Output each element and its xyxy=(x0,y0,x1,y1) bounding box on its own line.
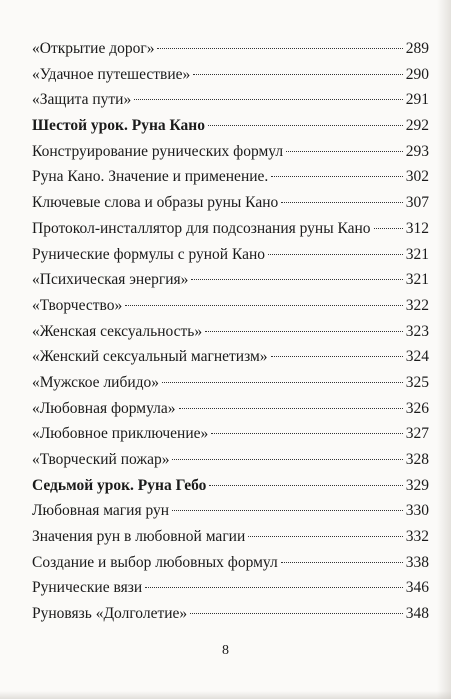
dot-leader xyxy=(172,459,402,460)
toc-entry xyxy=(32,396,429,422)
toc-entry-page: 322 xyxy=(405,296,429,314)
toc-entry-title: Седьмой урок. Руна Гебо xyxy=(32,476,207,494)
dot-leader xyxy=(211,433,402,434)
toc-chapter-heading xyxy=(32,113,429,139)
toc-entry-title: «Мужское либидо» xyxy=(32,373,160,391)
dot-leader xyxy=(281,202,403,203)
dot-leader xyxy=(125,305,403,306)
dot-leader xyxy=(271,176,402,177)
toc-entry-page: 302 xyxy=(405,168,429,186)
toc-entry-page: 321 xyxy=(405,245,429,263)
toc-entry-page: 321 xyxy=(405,271,429,289)
toc-entry-title: «Психическая энергия» xyxy=(32,271,189,289)
toc-entry xyxy=(32,421,429,447)
dot-leader xyxy=(271,356,403,357)
toc-entry-title: «Защита пути» xyxy=(32,91,132,109)
toc-entry-title: Ключевые слова и образы руны Кано xyxy=(32,194,279,212)
toc-entry xyxy=(32,293,429,319)
toc-entry-page: 325 xyxy=(405,373,429,391)
dot-leader xyxy=(286,151,403,152)
toc-entry-title: Руна Кано. Значение и применение. xyxy=(32,168,269,186)
toc-entry-title: Значения рун в любовной магии xyxy=(32,528,246,546)
toc-entry xyxy=(32,87,429,113)
dot-leader xyxy=(281,562,403,563)
dot-leader xyxy=(157,48,402,49)
toc-entry xyxy=(32,344,429,370)
page-edge-shadow xyxy=(437,0,451,699)
dot-leader xyxy=(162,382,403,383)
toc-entry xyxy=(32,498,429,524)
toc-entry-title: «Творчество» xyxy=(32,296,123,314)
toc-entry-page: 307 xyxy=(405,194,429,212)
dot-leader xyxy=(374,228,403,229)
dot-leader xyxy=(145,587,403,588)
toc-entry-title: Рунические формулы с руной Кано xyxy=(32,245,266,263)
toc-entry-page: 290 xyxy=(405,65,429,83)
table-of-contents xyxy=(32,36,429,627)
toc-entry-page: 293 xyxy=(405,142,429,160)
toc-entry-title: «Открытие дорог» xyxy=(32,40,155,57)
toc-entry-page: 324 xyxy=(405,348,429,366)
toc-entry-page: 292 xyxy=(405,117,429,135)
toc-entry xyxy=(32,319,429,345)
dot-leader xyxy=(193,74,402,75)
toc-entry xyxy=(32,447,429,473)
toc-entry-title: Шестой урок. Руна Кано xyxy=(32,117,205,135)
toc-entry-title: Создание и выбор любовных формул xyxy=(32,553,278,571)
toc-entry xyxy=(32,164,429,190)
page-bottom-shadow xyxy=(0,691,451,699)
toc-entry-page: 329 xyxy=(405,476,429,494)
toc-chapter-heading xyxy=(32,473,429,499)
toc-entry-title: «Любовная формула» xyxy=(32,399,176,417)
toc-entry xyxy=(32,139,429,165)
toc-entry xyxy=(32,216,429,242)
toc-entry-title: «Женский сексуальный магнетизм» xyxy=(32,348,268,366)
page-number: 8 xyxy=(222,643,229,658)
toc-entry-page: 327 xyxy=(405,425,429,443)
toc-entry xyxy=(32,524,429,550)
toc-entry-title: «Женская сексуальность» xyxy=(32,322,203,340)
dot-leader xyxy=(134,99,403,100)
dot-leader xyxy=(179,408,403,409)
toc-entry-title: Руновязь «Долголетие» xyxy=(32,605,188,623)
toc-entry xyxy=(32,242,429,268)
toc-entry xyxy=(32,370,429,396)
toc-entry-page: 312 xyxy=(405,219,429,237)
toc-entry xyxy=(32,267,429,293)
dot-leader xyxy=(190,613,403,614)
dot-leader xyxy=(208,125,403,126)
toc-entry xyxy=(32,62,429,88)
dot-leader xyxy=(205,331,403,332)
toc-entry-title: «Творческий пожар» xyxy=(32,451,170,468)
toc-entry xyxy=(32,190,429,216)
toc-entry xyxy=(32,575,429,601)
toc-entry-page: 291 xyxy=(405,91,429,109)
toc-entry-page: 330 xyxy=(405,502,429,520)
toc-entry-title: Рунические вязи xyxy=(32,579,143,597)
toc-entry xyxy=(32,550,429,576)
toc-entry-page: 338 xyxy=(405,553,429,571)
dot-leader xyxy=(191,279,402,280)
toc-entry-title: Любовная магия рун xyxy=(32,502,170,520)
toc-entry-page: 328 xyxy=(405,451,429,468)
dot-leader xyxy=(268,254,403,255)
toc-entry-title: «Удачное путешествие» xyxy=(32,65,191,83)
toc-entry-page: 289 xyxy=(405,40,429,57)
toc-entry xyxy=(32,601,429,627)
toc-entry-title: Протокол-инсталлятор для подсознания руны Кано xyxy=(32,219,371,237)
toc-entry-page: 348 xyxy=(405,605,429,623)
dot-leader xyxy=(209,485,402,486)
toc-entry-page: 326 xyxy=(405,399,429,417)
toc-entry-title: «Любовное приключение» xyxy=(32,425,209,443)
toc-entry xyxy=(32,36,429,62)
dot-leader xyxy=(248,536,402,537)
toc-entry-page: 346 xyxy=(405,579,429,597)
dot-leader xyxy=(172,510,403,511)
toc-entry-title: Конструирование рунических формул xyxy=(32,142,284,160)
toc-entry-page: 323 xyxy=(405,322,429,340)
toc-entry-page: 332 xyxy=(405,528,429,546)
